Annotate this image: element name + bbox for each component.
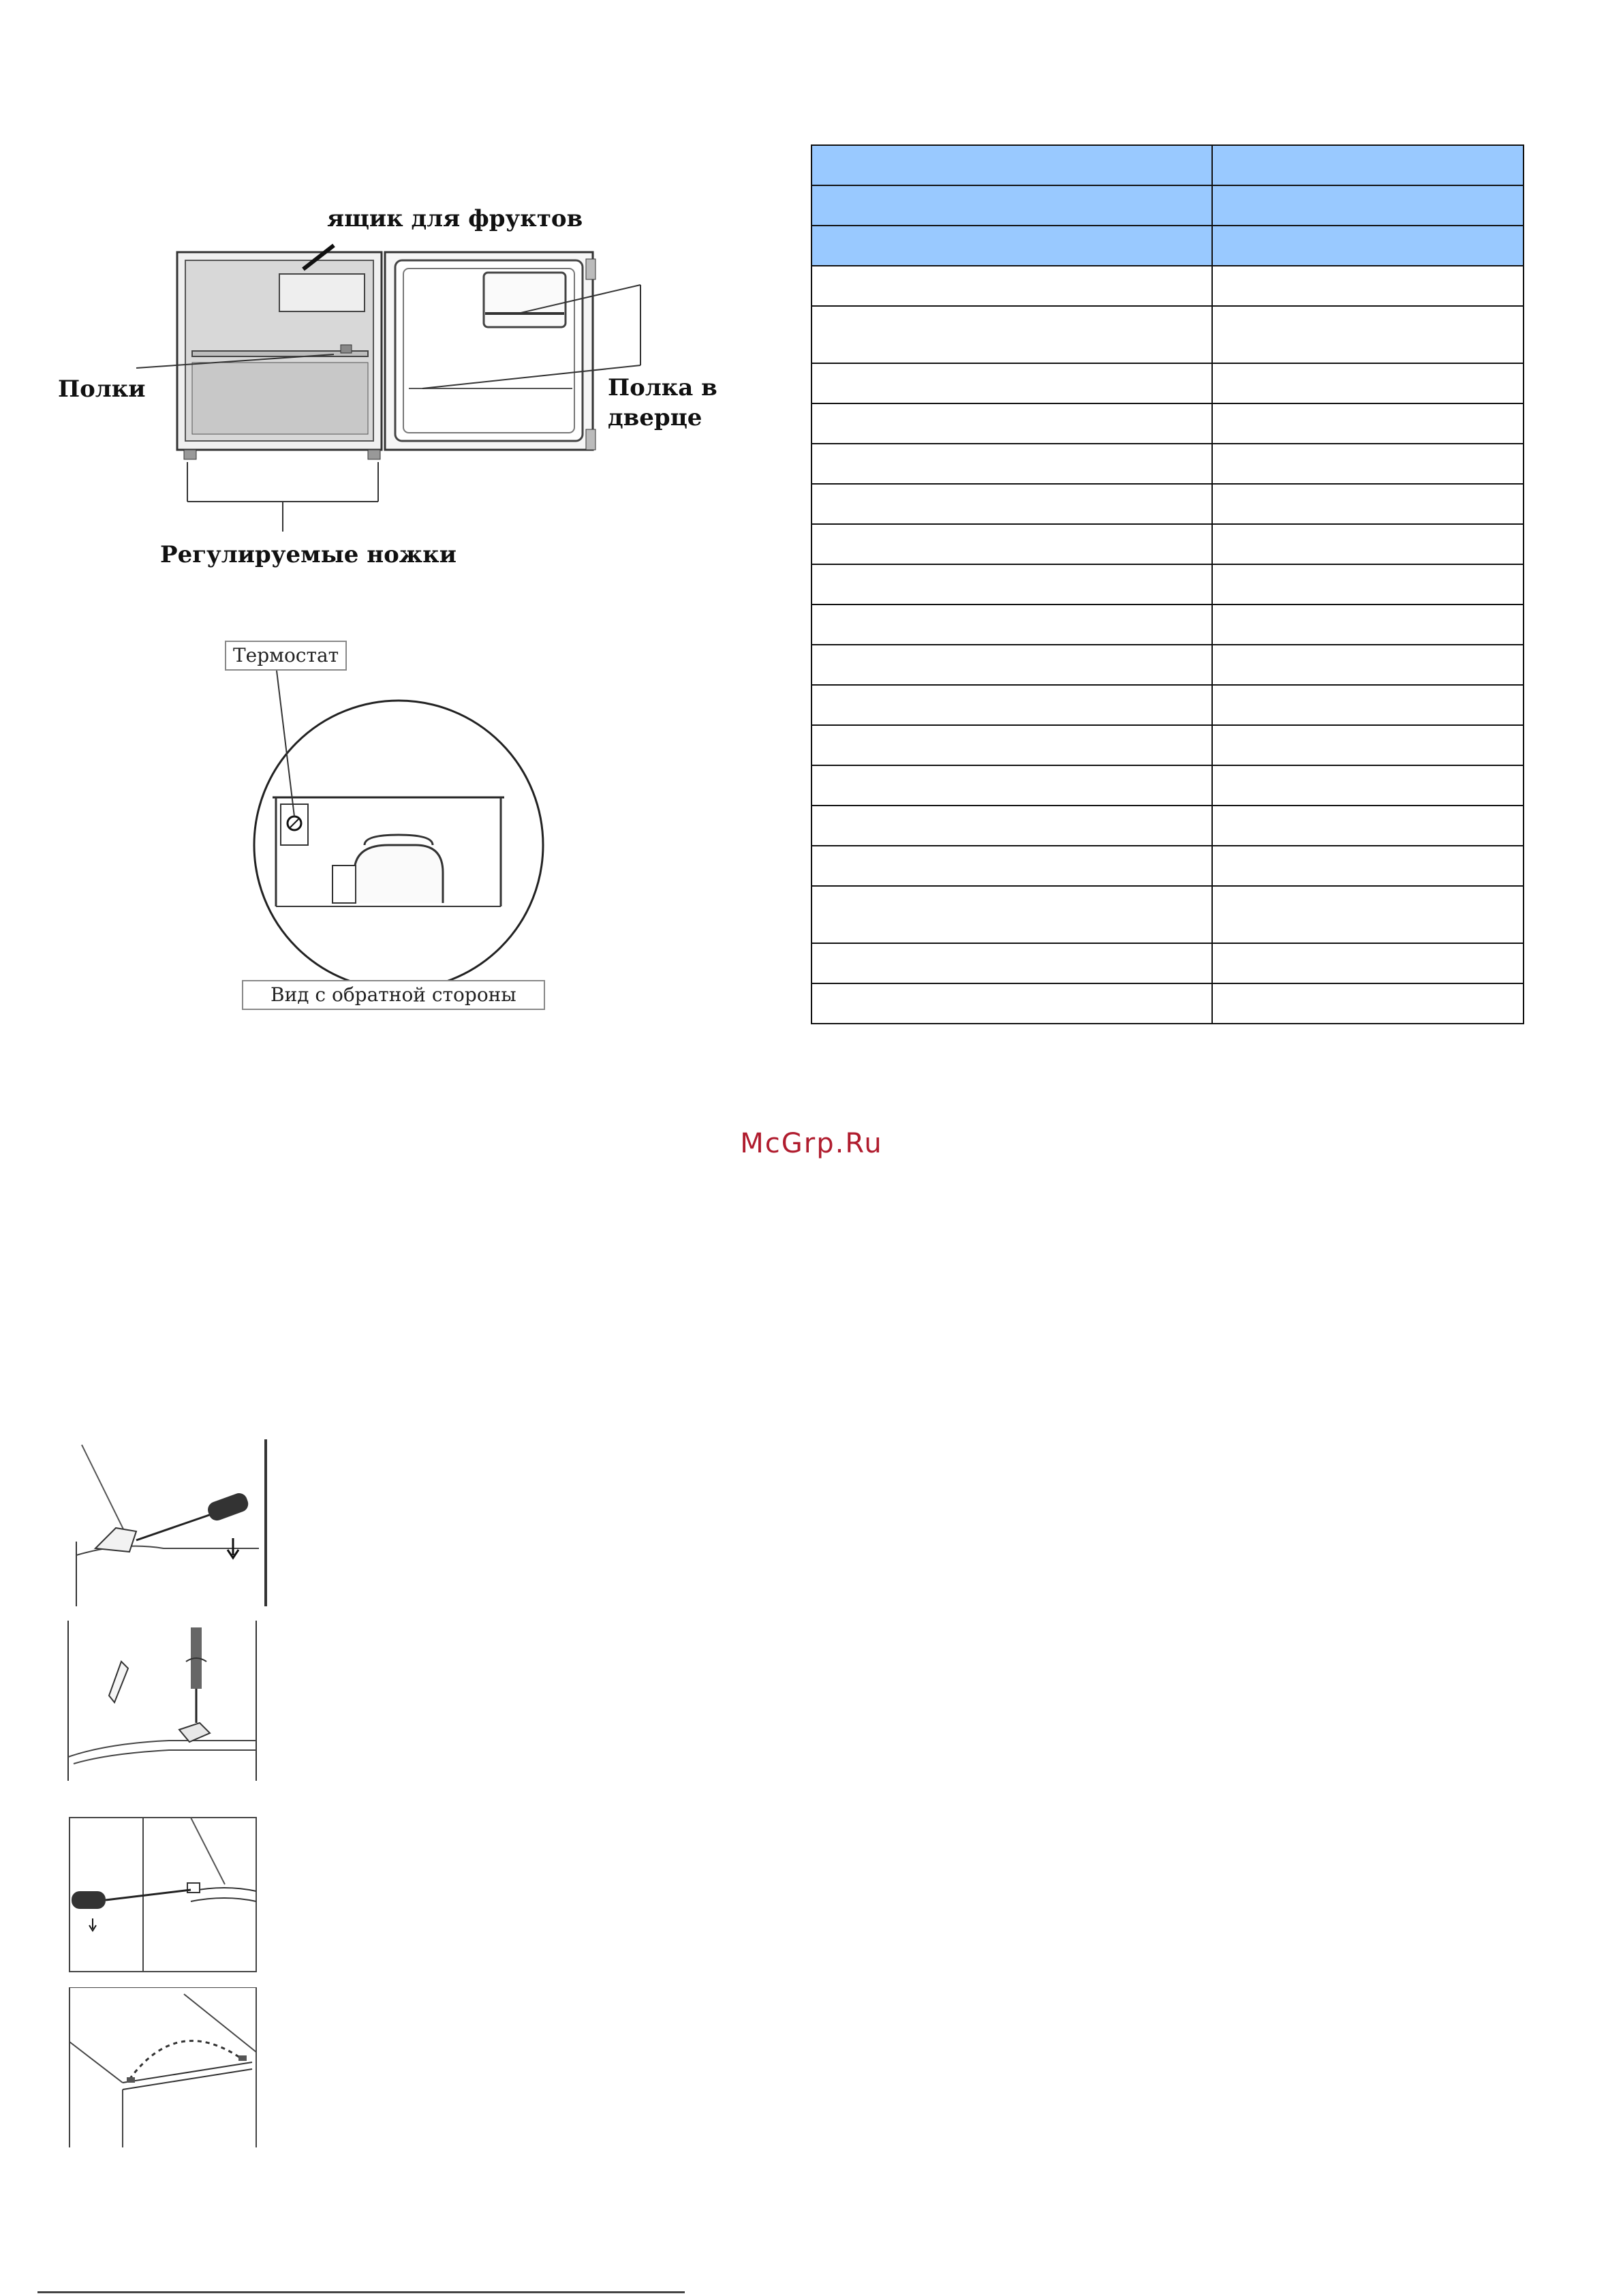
table-cell	[812, 645, 1212, 685]
table-cell	[812, 564, 1212, 604]
label-shelves: Полки	[58, 376, 146, 403]
screwdriver-lever-icon	[68, 1816, 259, 1973]
label-thermostat: Термостат	[225, 641, 347, 671]
table-row	[812, 564, 1524, 604]
table-header-row	[812, 226, 1524, 266]
table-cell	[812, 266, 1212, 306]
table-cell	[812, 765, 1212, 806]
table-cell	[1212, 564, 1524, 604]
table-cell	[812, 306, 1212, 363]
table-cell	[812, 363, 1212, 403]
rear-view-illustration	[218, 641, 572, 1029]
table-cell	[812, 403, 1212, 444]
step-2-illustration	[67, 1621, 261, 1784]
table-row	[812, 806, 1524, 846]
screwdriver-bolt-icon	[67, 1621, 261, 1784]
table-cell	[1212, 266, 1524, 306]
table-cell	[1212, 145, 1524, 185]
table-row	[812, 765, 1524, 806]
table-cell	[812, 484, 1212, 524]
table-row	[812, 403, 1524, 444]
table-cell	[812, 604, 1212, 645]
table-cell	[1212, 765, 1524, 806]
table-row	[812, 886, 1524, 943]
step-4-illustration	[68, 1987, 259, 2147]
table-cell	[1212, 444, 1524, 484]
table-cell	[812, 983, 1212, 1024]
table-header-row	[812, 145, 1524, 185]
table-cell	[812, 846, 1212, 886]
step-1-illustration	[75, 1439, 269, 1606]
table-row	[812, 484, 1524, 524]
table-cell	[812, 725, 1212, 765]
table-cell	[1212, 943, 1524, 983]
spec-table	[811, 144, 1524, 1024]
table-row	[812, 645, 1524, 685]
table-row	[812, 524, 1524, 564]
table-row	[812, 685, 1524, 725]
table-cell	[1212, 806, 1524, 846]
table-row	[812, 846, 1524, 886]
table-cell	[812, 226, 1212, 266]
watermark: McGrp.Ru	[740, 1128, 883, 1159]
table-cell	[1212, 524, 1524, 564]
table-cell	[812, 145, 1212, 185]
table-row	[812, 604, 1524, 645]
fridge-illustration	[41, 184, 729, 579]
screwdriver-hinge-cover-icon	[75, 1439, 269, 1606]
door-swing-icon	[68, 1987, 259, 2147]
table-row	[812, 983, 1524, 1024]
table-header-row	[812, 185, 1524, 226]
table-cell	[1212, 306, 1524, 363]
table-cell	[1212, 846, 1524, 886]
table-cell	[812, 806, 1212, 846]
label-adjustable-feet: Регулируемые ножки	[160, 541, 457, 568]
table-row	[812, 725, 1524, 765]
table-cell	[1212, 363, 1524, 403]
table-cell	[1212, 725, 1524, 765]
label-rear-view: Вид с обратной стороны	[242, 980, 545, 1010]
table-row	[812, 444, 1524, 484]
table-row	[812, 943, 1524, 983]
table-cell	[1212, 983, 1524, 1024]
thermostat-diagram	[218, 641, 572, 1029]
table-cell	[1212, 484, 1524, 524]
table-row	[812, 306, 1524, 363]
table-cell	[1212, 604, 1524, 645]
table-cell	[812, 943, 1212, 983]
table-cell	[1212, 685, 1524, 725]
table-cell	[1212, 226, 1524, 266]
table-row	[812, 363, 1524, 403]
table-row	[812, 266, 1524, 306]
table-cell	[812, 524, 1212, 564]
table-cell	[812, 685, 1212, 725]
table-cell	[812, 886, 1212, 943]
footer-rule	[37, 2291, 685, 2293]
step-3-illustration	[68, 1816, 259, 1973]
table-cell	[812, 444, 1212, 484]
table-cell	[1212, 185, 1524, 226]
table-cell	[1212, 645, 1524, 685]
label-door-shelf-line1: Полка в	[608, 374, 717, 401]
fridge-diagram	[41, 184, 729, 579]
table-cell	[1212, 886, 1524, 943]
table-cell	[1212, 403, 1524, 444]
table-cell	[812, 185, 1212, 226]
label-door-shelf-line2: дверце	[608, 404, 702, 431]
label-fruit-box: ящик для фруктов	[327, 205, 583, 232]
